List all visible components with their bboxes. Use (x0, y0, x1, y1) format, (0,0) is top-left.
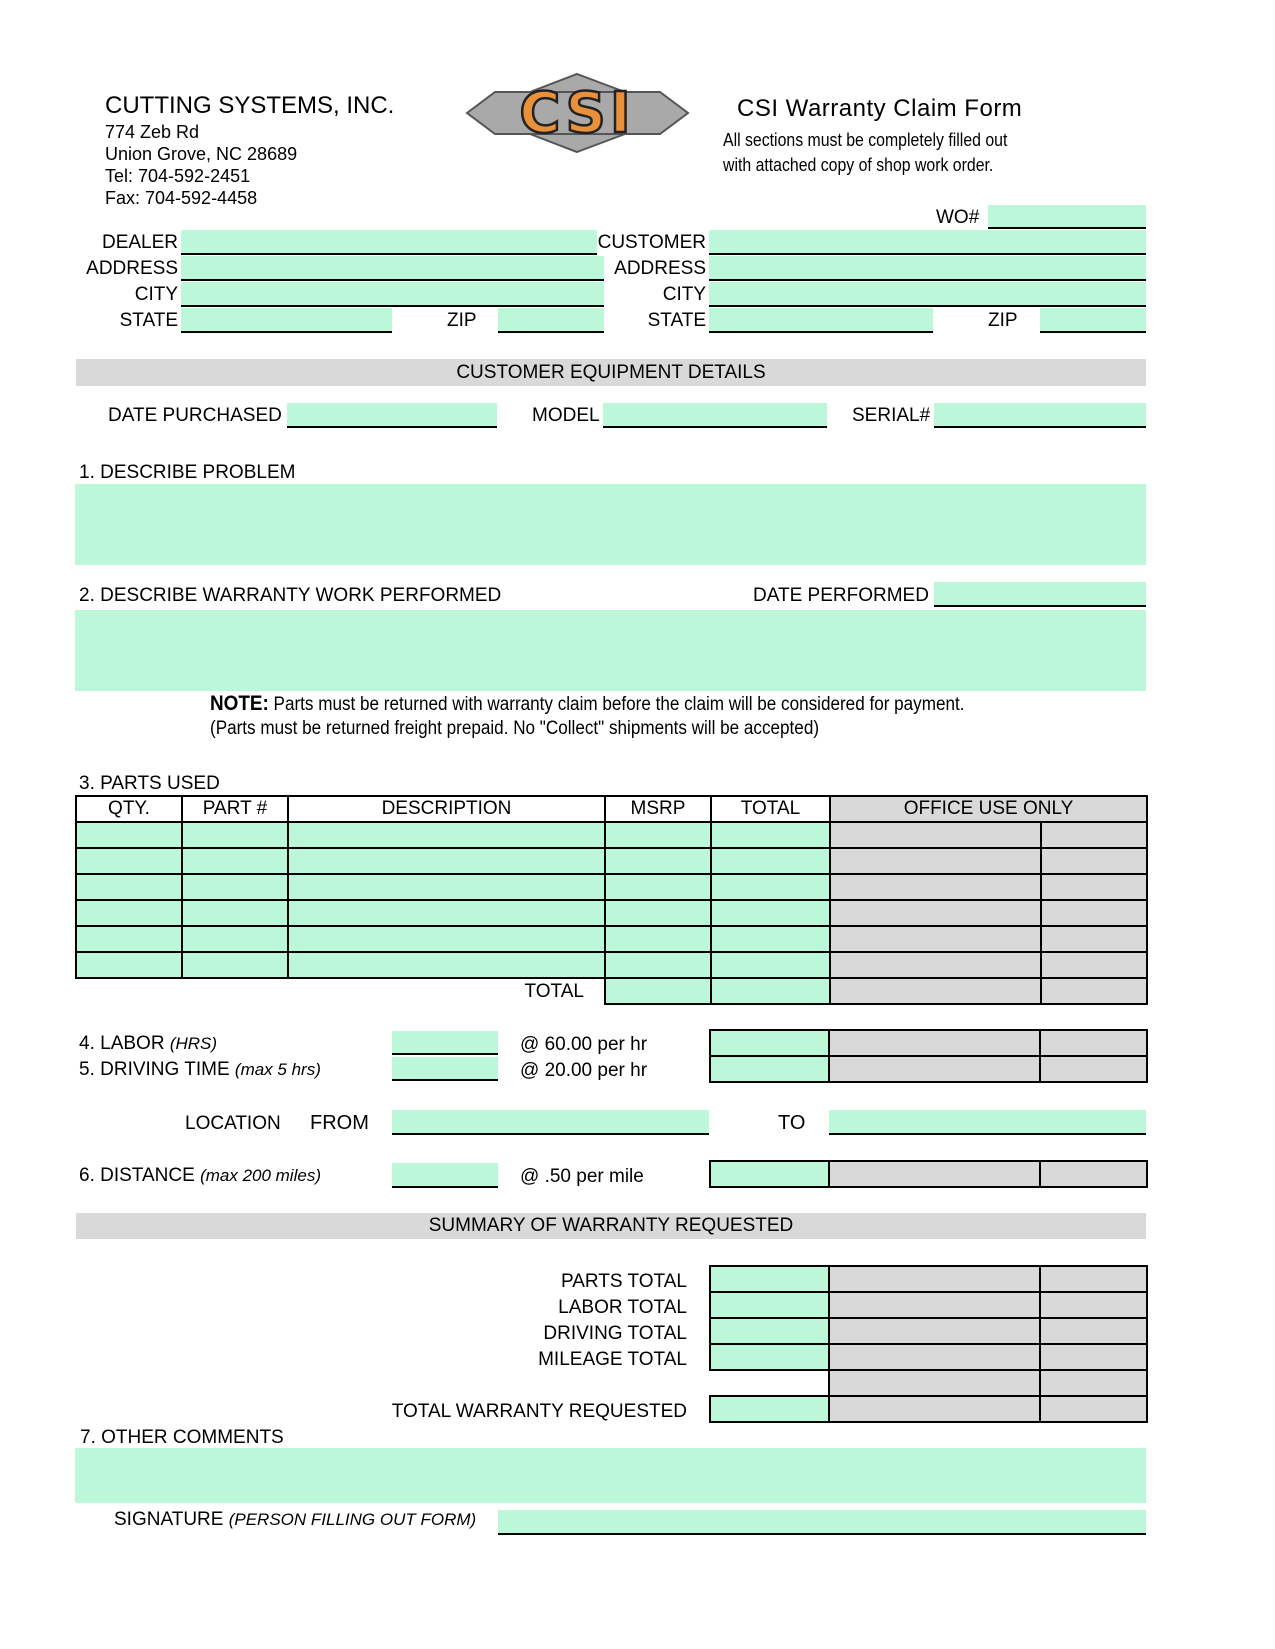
table-row (76, 822, 1147, 848)
summary-spacer-row (710, 1370, 1147, 1396)
dealer-name-field[interactable] (181, 230, 597, 255)
office-cell (830, 926, 1041, 952)
parts-total-cell[interactable] (711, 978, 830, 1004)
driving-rate: @ 20.00 per hr (520, 1060, 648, 1081)
part-number-cell[interactable] (182, 822, 288, 848)
signature-field[interactable] (498, 1510, 1146, 1535)
dealer-zip-label: ZIP (447, 310, 477, 331)
part-number-cell[interactable] (182, 952, 288, 978)
model-label: MODEL (532, 405, 600, 426)
driving-amount-cell[interactable] (710, 1056, 829, 1082)
dealer-state-field[interactable] (181, 308, 392, 333)
serial-label: SERIAL# (852, 405, 931, 426)
svg-text:CSI: CSI (519, 81, 635, 146)
office-cell (829, 1396, 1040, 1422)
signature-label (114, 1510, 476, 1529)
date-performed-label: DATE PERFORMED (753, 585, 929, 606)
other-comments-label: 7. OTHER COMMENTS (80, 1427, 284, 1448)
serial-field[interactable] (934, 403, 1146, 428)
total-cell[interactable] (711, 874, 830, 900)
office-cell (1040, 1396, 1147, 1422)
labor-driving-table (709, 1029, 1148, 1083)
distance-amount-cell[interactable] (710, 1161, 829, 1187)
driving-row (710, 1056, 1147, 1082)
office-cell (1040, 1344, 1147, 1370)
office-cell (829, 1161, 1040, 1187)
driving-label-note: (max 5 hrs) (234, 1060, 321, 1079)
msrp-cell[interactable] (605, 952, 711, 978)
office-cell (1040, 1318, 1147, 1344)
qty-cell[interactable] (76, 900, 182, 926)
location-from-field[interactable] (392, 1110, 709, 1135)
parts-header-row (76, 796, 1147, 822)
part-number-cell[interactable] (182, 926, 288, 952)
qty-cell[interactable] (76, 874, 182, 900)
form-subtitle-line2: with attached copy of shop work order. (723, 155, 994, 175)
office-cell (830, 952, 1041, 978)
dealer-address-field[interactable] (181, 256, 604, 281)
msrp-cell[interactable] (605, 926, 711, 952)
msrp-cell[interactable] (605, 822, 711, 848)
wo-label: WO# (936, 207, 980, 228)
customer-state-label: STATE (647, 310, 706, 331)
customer-address-field[interactable] (709, 256, 1146, 281)
dealer-city-label: CITY (134, 284, 178, 305)
dealer-label: DEALER (101, 232, 178, 253)
company-address-line1: 774 Zeb Rd (105, 122, 200, 142)
office-cell (1040, 1056, 1147, 1082)
office-cell (829, 1030, 1040, 1056)
description-cell[interactable] (288, 900, 605, 926)
parts-table (75, 795, 1148, 1005)
office-cell (829, 1318, 1040, 1344)
equipment-section-header: CUSTOMER EQUIPMENT DETAILS (76, 359, 1146, 386)
location-to-field[interactable] (829, 1110, 1146, 1135)
dealer-state-label: STATE (119, 310, 178, 331)
customer-zip-label: ZIP (988, 310, 1018, 331)
office-cell (1041, 848, 1147, 874)
labor-total-value-cell[interactable] (710, 1292, 829, 1318)
note-bold: NOTE: (210, 692, 269, 715)
model-field[interactable] (603, 403, 827, 428)
total-cell[interactable] (711, 926, 830, 952)
customer-name-field[interactable] (709, 230, 1146, 255)
office-cell (830, 874, 1041, 900)
customer-label: CUSTOMER (597, 232, 706, 253)
parts-total-label: TOTAL (76, 978, 605, 1004)
driving-total-label: DRIVING TOTAL (543, 1323, 687, 1344)
parts-used-label: 3. PARTS USED (79, 773, 220, 794)
part-number-cell[interactable] (182, 874, 288, 900)
office-cell (830, 900, 1041, 926)
signature-label-note: (PERSON FILLING OUT FORM) (228, 1510, 477, 1529)
form-subtitle-line1: All sections must be completely filled out (723, 130, 1008, 150)
total-cell[interactable] (711, 952, 830, 978)
from-label: FROM (310, 1112, 369, 1134)
qty-cell[interactable] (76, 952, 182, 978)
table-row (76, 874, 1147, 900)
distance-label-text: 6. DISTANCE (79, 1165, 201, 1186)
customer-address-label: ADDRESS (614, 258, 706, 279)
work-performed-label: 2. DESCRIBE WARRANTY WORK PERFORMED (79, 585, 502, 606)
summary-total-row (710, 1396, 1147, 1422)
note-text: Parts must be returned with warranty claim before the claim will be considered for payment. (268, 694, 965, 715)
col-part-number: PART # (182, 796, 288, 822)
summary-parts-row (710, 1266, 1147, 1292)
office-cell (1040, 1030, 1147, 1056)
total-warranty-value-cell[interactable] (710, 1396, 829, 1422)
office-cell (830, 848, 1041, 874)
part-number-cell[interactable] (182, 900, 288, 926)
driving-label (79, 1060, 321, 1079)
office-cell (1040, 1370, 1147, 1396)
labor-label (79, 1034, 217, 1053)
company-fax: Fax: 704-592-4458 (105, 188, 258, 208)
office-cell (1040, 1161, 1147, 1187)
qty-cell[interactable] (76, 926, 182, 952)
office-cell (829, 1266, 1040, 1292)
parts-total-row (76, 978, 1147, 1004)
total-cell[interactable] (711, 848, 830, 874)
parts-total-msrp-cell[interactable] (605, 978, 711, 1004)
customer-city-field[interactable] (709, 282, 1146, 307)
total-warranty-requested-label: TOTAL WARRANTY REQUESTED (391, 1401, 687, 1422)
describe-problem-field[interactable] (75, 484, 1146, 565)
driving-hours-field[interactable] (392, 1057, 498, 1081)
labor-row (710, 1030, 1147, 1056)
col-msrp: MSRP (605, 796, 711, 822)
description-cell[interactable] (288, 848, 605, 874)
wo-field[interactable] (988, 205, 1146, 229)
dealer-city-field[interactable] (181, 282, 604, 307)
col-total: TOTAL (711, 796, 830, 822)
description-cell[interactable] (288, 874, 605, 900)
customer-zip-field[interactable] (1040, 308, 1146, 333)
description-cell[interactable] (288, 926, 605, 952)
parts-total-value-cell[interactable] (710, 1266, 829, 1292)
customer-city-label: CITY (662, 284, 706, 305)
labor-hours-field[interactable] (392, 1031, 498, 1055)
labor-total-label: LABOR TOTAL (558, 1297, 687, 1318)
office-cell (829, 1370, 1040, 1396)
note-line2: (Parts must be returned freight prepaid. No "Collect" shipments will be accepted) (210, 718, 820, 739)
to-label: TO (778, 1112, 806, 1134)
part-number-cell[interactable] (182, 848, 288, 874)
location-label: LOCATION (185, 1113, 281, 1134)
summary-driving-row (710, 1318, 1147, 1344)
summary-table (709, 1265, 1148, 1423)
table-row (76, 900, 1147, 926)
distance-label-note: (max 200 miles) (200, 1166, 321, 1185)
office-cell (1041, 822, 1147, 848)
date-purchased-field[interactable] (287, 403, 497, 428)
office-cell (1040, 1292, 1147, 1318)
office-cell (829, 1056, 1040, 1082)
driving-label-text: 5. DRIVING TIME (79, 1059, 235, 1080)
other-comments-field[interactable] (75, 1448, 1146, 1503)
msrp-cell[interactable] (605, 900, 711, 926)
labor-label-text: 4. LABOR (79, 1033, 170, 1054)
company-name: CUTTING SYSTEMS, INC. (105, 92, 395, 119)
summary-section-header: SUMMARY OF WARRANTY REQUESTED (76, 1213, 1146, 1239)
table-row (76, 848, 1147, 874)
msrp-cell[interactable] (605, 848, 711, 874)
distance-label (79, 1166, 321, 1185)
customer-state-field[interactable] (709, 308, 933, 333)
spacer-cell (710, 1370, 829, 1396)
office-cell (1041, 952, 1147, 978)
office-cell (1041, 874, 1147, 900)
total-cell[interactable] (711, 822, 830, 848)
col-description: DESCRIPTION (288, 796, 605, 822)
labor-rate: @ 60.00 per hr (520, 1034, 648, 1055)
table-row (76, 926, 1147, 952)
driving-total-value-cell[interactable] (710, 1318, 829, 1344)
office-cell (1041, 900, 1147, 926)
mileage-total-value-cell[interactable] (710, 1344, 829, 1370)
msrp-cell[interactable] (605, 874, 711, 900)
company-tel: Tel: 704-592-2451 (105, 166, 251, 186)
work-performed-field[interactable] (75, 610, 1146, 691)
company-address-line2: Union Grove, NC 28689 (105, 144, 298, 164)
date-performed-field[interactable] (934, 582, 1146, 607)
office-cell (1040, 1266, 1147, 1292)
qty-cell[interactable] (76, 822, 182, 848)
distance-rate: @ .50 per mile (520, 1166, 644, 1187)
labor-label-note: (HRS) (169, 1034, 218, 1053)
qty-cell[interactable] (76, 848, 182, 874)
office-cell (829, 1344, 1040, 1370)
description-cell[interactable] (288, 822, 605, 848)
description-cell[interactable] (288, 952, 605, 978)
distance-row (710, 1161, 1147, 1187)
form-title: CSI Warranty Claim Form (737, 95, 1023, 122)
csi-logo (465, 72, 690, 154)
summary-labor-row (710, 1292, 1147, 1318)
describe-problem-label: 1. DESCRIBE PROBLEM (79, 462, 296, 483)
office-cell (1041, 926, 1147, 952)
signature-label-text: SIGNATURE (114, 1509, 229, 1530)
mileage-total-label: MILEAGE TOTAL (538, 1349, 687, 1370)
distance-field[interactable] (392, 1163, 498, 1188)
office-cell (830, 978, 1041, 1004)
dealer-address-label: ADDRESS (86, 258, 178, 279)
office-cell (1041, 978, 1147, 1004)
office-cell (829, 1292, 1040, 1318)
parts-total-summary-label: PARTS TOTAL (560, 1271, 687, 1292)
labor-amount-cell[interactable] (710, 1030, 829, 1056)
summary-mileage-row (710, 1344, 1147, 1370)
office-cell (830, 822, 1041, 848)
col-office-use: OFFICE USE ONLY (830, 796, 1147, 822)
note-line1 (210, 693, 964, 714)
col-qty: QTY. (76, 796, 182, 822)
distance-table (709, 1160, 1148, 1188)
table-row (76, 952, 1147, 978)
total-cell[interactable] (711, 900, 830, 926)
date-purchased-label: DATE PURCHASED (108, 405, 282, 426)
